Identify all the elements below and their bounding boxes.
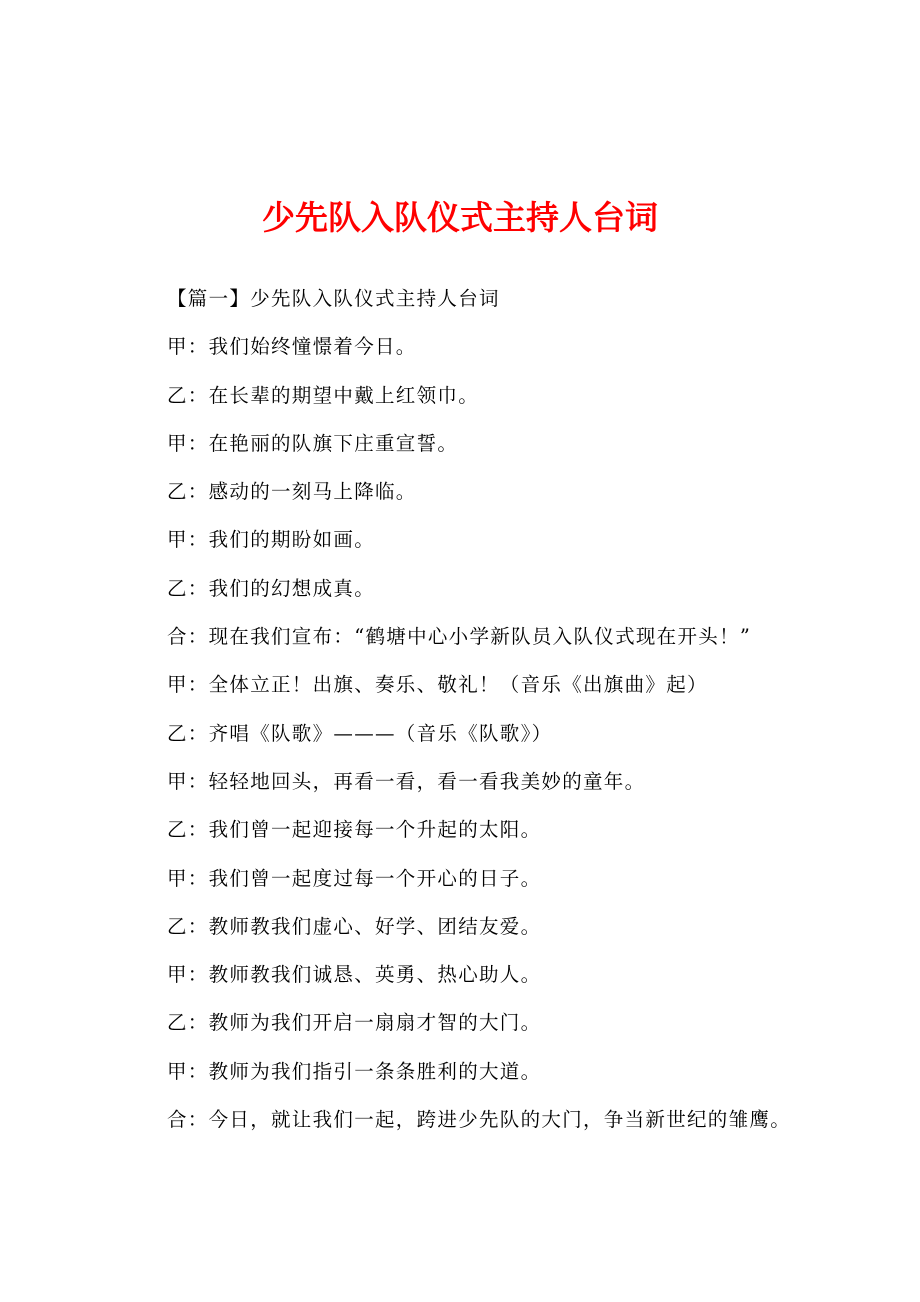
script-line: 甲：全体立正！出旗、奏乐、敬礼！（音乐《出旗曲》起） bbox=[167, 673, 708, 697]
script-line: 乙：感动的一刻马上降临。 bbox=[167, 480, 417, 504]
script-line: 乙：教师为我们开启一扇扇才智的大门。 bbox=[167, 1011, 542, 1035]
script-line: 乙：我们曾一起迎接每一个升起的太阳。 bbox=[167, 818, 542, 842]
script-line: 甲：教师为我们指引一条条胜利的大道。 bbox=[167, 1059, 542, 1083]
script-line: 甲：在艳丽的队旗下庄重宣誓。 bbox=[167, 431, 459, 455]
script-line: 乙：在长辈的期望中戴上红领巾。 bbox=[167, 383, 480, 407]
script-line: 乙：我们的幻想成真。 bbox=[167, 576, 376, 600]
script-line: 甲：我们曾一起度过每一个开心的日子。 bbox=[167, 866, 542, 890]
script-line: 合：现在我们宣布：“鹤塘中心小学新队员入队仪式现在开头！” bbox=[167, 625, 752, 649]
script-line: 甲：教师教我们诚恳、英勇、热心助人。 bbox=[167, 963, 542, 987]
script-line: 甲：我们始终憧憬着今日。 bbox=[167, 335, 417, 359]
document-title: 少先队入队仪式主持人台词 bbox=[262, 198, 658, 237]
script-lines bbox=[167, 277, 857, 1146]
script-line: 合：今日，就让我们一起，跨进少先队的大门，争当新世纪的雏鹰。 bbox=[167, 1108, 792, 1132]
script-line: 甲：我们的期盼如画。 bbox=[167, 528, 376, 552]
script-line: 甲：轻轻地回头，再看一看，看一看我美妙的童年。 bbox=[167, 769, 646, 793]
script-line: 乙：教师教我们虚心、好学、团结友爱。 bbox=[167, 914, 542, 938]
section-heading: 【篇一】少先队入队仪式主持人台词 bbox=[167, 287, 500, 310]
script-line: 乙：齐唱《队歌》———（音乐《队歌》） bbox=[167, 721, 553, 745]
